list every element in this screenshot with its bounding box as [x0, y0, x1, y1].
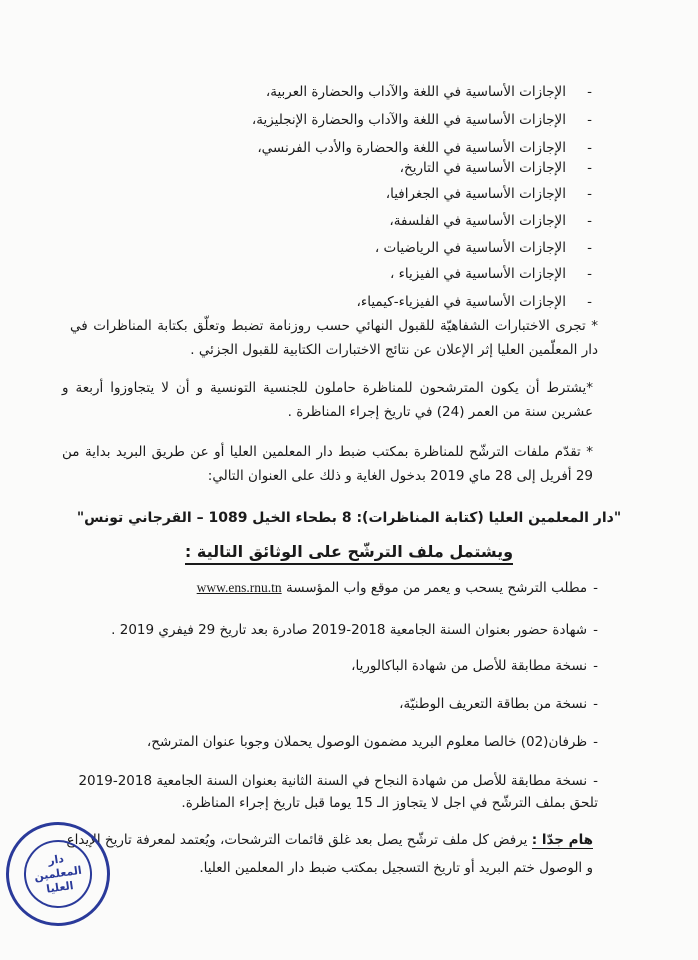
- submission-address: "دار المعلمين العليا (كتابة المناظرات): 8 بطحاء الخيل 1089 – القرجاني تونس": [76, 510, 622, 526]
- list-item: - الإجازات الأساسية في اللغة والآداب والحضارة العربية،: [0, 84, 566, 100]
- website-link[interactable]: www.ens.rnu.tn: [196, 580, 282, 595]
- document-item-text: ظرفان(02) خالصا معلوم البريد مضمون الوصول يحملان وجوبا عنوان المترشح،: [146, 734, 588, 750]
- document-item: -نسخة مطابقة للأصل من شهادة النجاح في السنة الثانية بعنوان السنة الجامعية 2018-2019 تلحق بملف الترشّح في اجل لا يتجاوز الـ 15 يوما قبل تاريخ إجراء المناظرة.: [78, 773, 598, 811]
- document-item-text: نسخة من بطاقة التعريف الوطنيّة،: [399, 696, 588, 712]
- document-item-text: مطلب الترشح يسحب و يعمر من موقع واب المؤسسة: [285, 580, 588, 596]
- document-item-text: شهادة حضور بعنوان السنة الجامعية 2018-2019 صادرة بعد تاريخ 29 فيفري 2019 .: [111, 622, 588, 638]
- eligibility-paragraph: *يشترط أن يكون المترشحون للمناظرة حاملون للجنسية التونسية و أن لا يتجاوزوا أربعة و عشرين سنة من العمر (24) في تاريخ إجراء المناظرة .: [62, 380, 593, 420]
- list-item: - الإجازات الأساسية في التاريخ،: [0, 160, 566, 176]
- list-item: - الإجازات الأساسية في الفيزياء-كيمياء،: [0, 294, 566, 310]
- document-item-text: تلحق بملف الترشّح في اجل لا يتجاوز الـ 15 يوما قبل تاريخ إجراء المناظرة.: [181, 795, 598, 811]
- oral-exams-paragraph: * تجرى الاختبارات الشفاهيّة للقبول النهائي حسب روزنامة تضبط وتعلّق بكتابة المناظرات في دار المعلّمين العليا إثر الإعلان عن نتائج الاختبارات الكتابية للقبول الجزئي .: [70, 318, 598, 358]
- list-item: - الإجازات الأساسية في اللغة والحضارة والأدب الفرنسي،: [0, 140, 566, 156]
- list-item: - الإجازات الأساسية في اللغة والآداب والحضارة الإنجليزية،: [0, 112, 566, 128]
- document-item: -مطلب الترشح يسحب و يعمر من موقع واب المؤسسة www.ens.rnu.tn: [196, 580, 598, 596]
- list-item: - الإجازات الأساسية في الرياضيات ،: [0, 240, 566, 256]
- important-text: و الوصول ختم البريد أو تاريخ التسجيل بمكتب ضبط دار المعلمين العليا.: [199, 860, 593, 876]
- important-label: هام جدّا :: [531, 832, 593, 848]
- stamp-text: دار: [47, 852, 65, 868]
- stamp-text: المعلمين: [33, 863, 83, 884]
- document-item-text: نسخة مطابقة للأصل من شهادة الباكالوريا،: [351, 658, 588, 674]
- submission-paragraph: * تقدّم ملفات الترشّح للمناظرة بمكتب ضبط دار المعلمين العليا أو عن طريق البريد بداية من 29 أفريل إلى 28 ماي 2019 بدخول الغاية و ذلك على العنوان التالي:: [62, 444, 593, 484]
- documents-heading: [0, 542, 698, 561]
- list-item: - الإجازات الأساسية في الجغرافيا،: [0, 186, 566, 202]
- document-item: -ظرفان(02) خالصا معلوم البريد مضمون الوصول يحملان وجوبا عنوان المترشح،: [146, 734, 598, 750]
- document-item: -شهادة حضور بعنوان السنة الجامعية 2018-2019 صادرة بعد تاريخ 29 فيفري 2019 .: [111, 622, 598, 638]
- documents-heading-text: ويشتمل ملف الترشّح على الوثائق التالية :: [185, 542, 513, 565]
- list-item: - الإجازات الأساسية في الفلسفة،: [0, 213, 566, 229]
- stamp-text: العليا: [45, 879, 75, 896]
- stamp-inner: [20, 836, 97, 913]
- document-item: -نسخة مطابقة للأصل من شهادة الباكالوريا،: [351, 658, 598, 674]
- document-item-text: نسخة مطابقة للأصل من شهادة النجاح في السنة الثانية بعنوان السنة الجامعية 2018-2019: [78, 773, 588, 789]
- important-note: [30, 826, 593, 882]
- important-text: يرفض كل ملف ترشّح يصل بعد غلق قائمات الترشحات، ويُعتمد لمعرفة تاريخ الإيداع: [66, 832, 532, 848]
- list-item: - الإجازات الأساسية في الفيزياء ،: [0, 266, 566, 282]
- document-item: -نسخة من بطاقة التعريف الوطنيّة،: [399, 696, 598, 712]
